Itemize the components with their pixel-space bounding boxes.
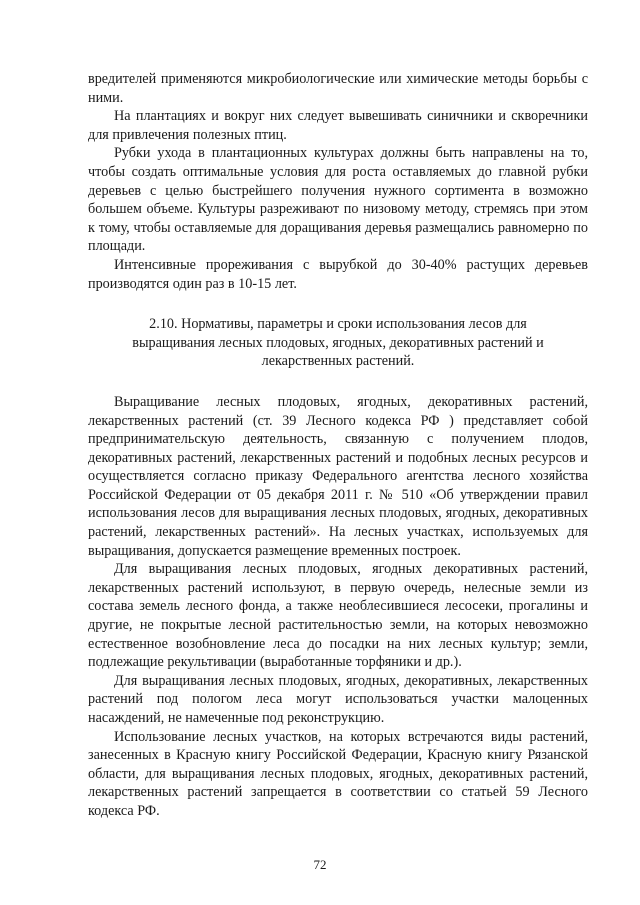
paragraph: Выращивание лесных плодовых, ягодных, декоративных растений, лекарственных растений (ст. 39 Лесного кодекса РФ ) представляет собой предпринимательскую деятельность, связанную с получением плодов, декоративных растений, лекарственных растений и подобных лесных ресурсов и осуществляется согласно приказу Федерального агентства лесного хозяйства Российской Федерации от 05 декабря 2011 г. № 510 «Об утверждении правил использования лесов для выращивания лесных плодовых, ягодных, декоративных растений, лекарственных растений». На лесных участках, используемых для выращивания, допускается размещение временных построек. [88,393,588,559]
section-heading-line: выращивания лесных плодовых, ягодных, декоративных растений и [132,334,544,351]
paragraph: Для выращивания лесных плодовых, ягодных, декоративных, лекарственных растений под пологом леса могут использоваться участки малоценных насаждений, не намеченные под реконструкцию. [88,672,588,726]
paragraph: Интенсивные прореживания с вырубкой до 30-40% растущих деревьев производятся один раз в 10-15 лет. [88,256,588,292]
section-heading-line: 2.10. Нормативы, параметры и сроки использования лесов для [149,316,527,333]
paragraph: На плантациях и вокруг них следует вывешивать синичники и скворечники для привлечения полезных птиц. [88,108,588,143]
section-heading-line: лекарственных растений. [261,353,415,370]
paragraph: Рубки ухода в плантационных культурах должны быть направлены на то, чтобы создать оптимальные условия для роста оставляемых до главной рубки деревьев с целью быстрейшего получения нужного сортимента в возможно большем объеме. Культуры разреживают по низовому методу, стремясь при этом к тому, чтобы оставляемые для доращивания деревья размещались равномерно по площади. [88,145,588,255]
document-body [88,70,588,821]
page-number: 72 [313,857,327,872]
paragraph: вредителей применяются микробиологические или химические методы борьбы с ними. [88,71,588,106]
paragraph: Использование лесных участков, на которых встречаются виды растений, занесенных в Красную книгу Российской Федерации, Красную книгу Рязанской области, для выращивания лесных плодовых, ягодных, декоративных растений, лекарственных растений запрещается в соответствии со статьей 59 Лесного кодекса РФ. [88,728,588,819]
paragraph: Для выращивания лесных плодовых, ягодных декоративных растений, лекарственных растений используют, в первую очередь, нелесные земли из состава земель лесного фонда, а также необлесившиеся лесосеки, прогалины и другие, не покрытые лесной растительностью земли, на которых невозможно естественное возобновление леса до посадки на них лесных культур; земли, подлежащие рекультивации (выработанные торфяники и др.). [88,561,588,671]
section-heading [88,315,588,371]
